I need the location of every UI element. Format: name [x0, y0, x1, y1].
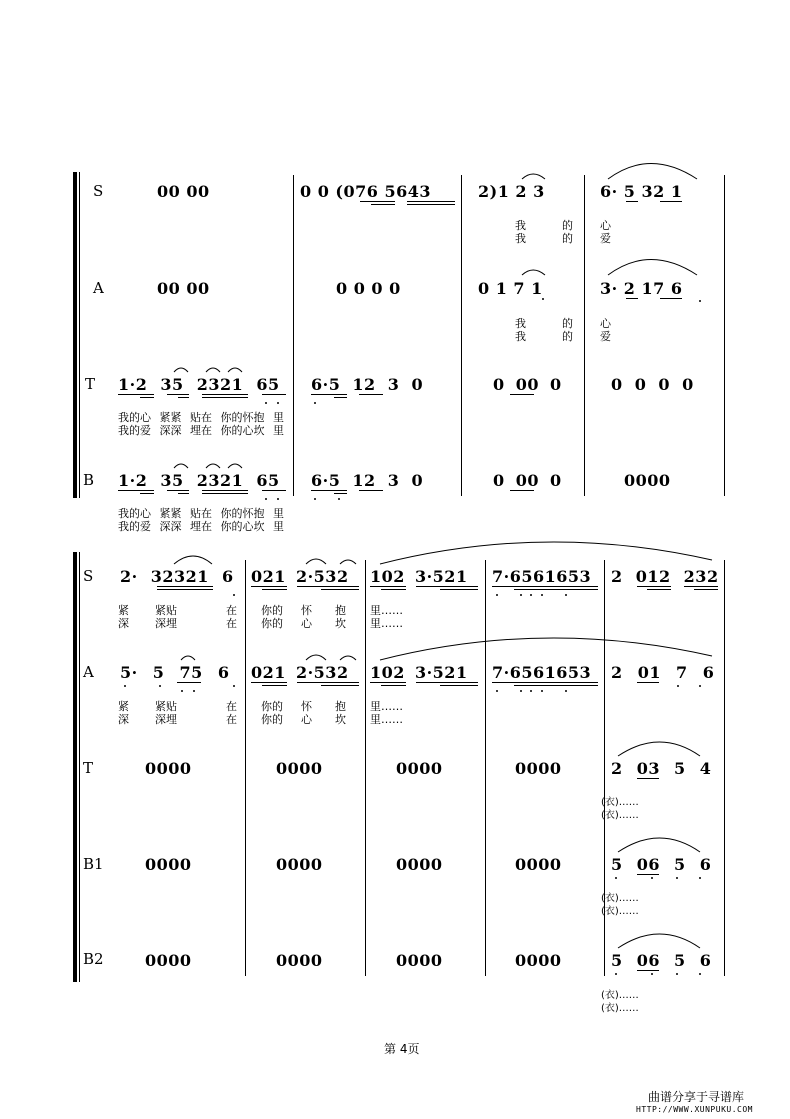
barline	[461, 175, 462, 496]
beam-line	[637, 778, 659, 779]
a2-lyric-a7: 里……	[370, 700, 403, 713]
b1-hum-a: (衣)……	[601, 893, 639, 904]
octave-dot	[314, 402, 316, 404]
b2-hum-a: (衣)……	[601, 990, 639, 1001]
beam-line	[381, 685, 406, 686]
beam-line	[407, 201, 455, 202]
octave-dot	[615, 973, 617, 975]
slur	[522, 174, 545, 179]
octave-dot	[338, 498, 340, 500]
octave-dot	[676, 877, 678, 879]
voice-label-t2: T	[83, 759, 94, 777]
slur	[340, 560, 356, 564]
beam-line	[359, 394, 383, 395]
beam-line	[440, 589, 478, 590]
a2-measure-1: 5· 5 75 6	[120, 663, 230, 682]
b1-rest-1: 0000	[145, 855, 192, 874]
octave-dot	[520, 690, 522, 692]
s2-measure-2: 021 2·532	[251, 567, 349, 586]
beam-line	[262, 394, 286, 395]
b2-rest-4: 0000	[515, 951, 562, 970]
a-lyric-3b: 爱	[600, 330, 611, 343]
beam-line	[694, 589, 718, 590]
beam-line	[637, 586, 671, 587]
slur	[608, 164, 697, 180]
a-lyric-2b: 的	[562, 330, 573, 343]
octave-dot	[265, 402, 267, 404]
a-measure-4: 3· 2 17 6	[600, 279, 683, 298]
octave-dot	[520, 594, 522, 596]
b2-measure-5: 5 06 5 6	[611, 951, 712, 970]
b1-measure-5: 5 06 5 6	[611, 855, 712, 874]
t-measure-2: 6·5 12 3 0	[311, 375, 424, 394]
octave-dot	[159, 685, 161, 687]
barline	[365, 560, 366, 976]
beam-line	[416, 586, 478, 587]
s-lyric-3a: 心	[600, 219, 611, 232]
a2-lyric-b2: 深埋	[155, 713, 177, 726]
s2-lyric-a3: 在	[226, 604, 237, 617]
slur	[174, 464, 188, 468]
slur	[174, 368, 188, 372]
page-number: 第 4页	[384, 1042, 420, 1056]
a2-measure-5: 2 01 7 6	[611, 663, 715, 682]
beam-line	[626, 201, 638, 202]
beam-line	[178, 493, 189, 494]
t-measure-3: 0 00 0	[493, 375, 562, 394]
slur	[618, 934, 700, 948]
octave-dot	[314, 498, 316, 500]
a-lyric-1b: 我	[515, 330, 526, 343]
t2-rest-1: 0000	[145, 759, 192, 778]
b2-rest-2: 0000	[276, 951, 323, 970]
s2-lyric-b2: 深埋	[155, 617, 177, 630]
a2-lyric-b7: 里……	[370, 713, 403, 726]
beam-line	[140, 397, 154, 398]
beam-line	[637, 970, 659, 971]
system-1-brace	[73, 172, 77, 498]
beam-line	[202, 493, 248, 494]
slur	[522, 270, 545, 275]
beam-line	[660, 201, 682, 202]
octave-dot	[541, 594, 543, 596]
barline	[485, 560, 486, 976]
beam-line	[202, 397, 248, 398]
s2-lyric-a4: 你的	[261, 604, 283, 617]
t2-rest-4: 0000	[515, 759, 562, 778]
octave-dot	[541, 690, 543, 692]
b2-rest-1: 0000	[145, 951, 192, 970]
beam-line	[370, 586, 406, 587]
s-lyric-1a: 我	[515, 219, 526, 232]
s2-measure-3: 102 3·521	[370, 567, 468, 586]
voice-label-s2: S	[83, 567, 94, 585]
beam-line	[177, 682, 201, 683]
beam-line	[167, 394, 189, 395]
a2-lyric-a4: 你的	[261, 700, 283, 713]
system-1-left-line	[79, 172, 80, 498]
a-lyric-1a: 我	[515, 317, 526, 330]
beam-line	[492, 586, 598, 587]
voice-label-b: B	[83, 471, 95, 489]
barline-end	[724, 560, 725, 976]
b2-rest-3: 0000	[396, 951, 443, 970]
beam-line	[371, 204, 395, 205]
b1-hum-b: (衣)……	[601, 906, 639, 917]
octave-dot	[530, 690, 532, 692]
octave-dot	[233, 685, 235, 687]
slur	[228, 368, 242, 372]
octave-dot	[496, 594, 498, 596]
beam-line	[251, 586, 287, 587]
a2-lyric-a1: 紧	[118, 700, 129, 713]
beam-line	[321, 589, 359, 590]
s-measure-1: 00 00	[157, 182, 210, 201]
s2-lyric-b3: 在	[226, 617, 237, 630]
t-measure-1: 1·2 35 2321 65	[118, 375, 280, 394]
octave-dot	[565, 690, 567, 692]
beam-line	[311, 394, 347, 395]
s2-lyric-a2: 紧贴	[155, 604, 177, 617]
b-measure-2: 6·5 12 3 0	[311, 471, 424, 490]
b1-rest-3: 0000	[396, 855, 443, 874]
a2-lyric-a5: 怀	[301, 700, 312, 713]
beam-line	[297, 586, 359, 587]
a2-lyric-b4: 你的	[261, 713, 283, 726]
octave-dot	[193, 690, 195, 692]
t2-hum-a: (衣)……	[601, 797, 639, 808]
a-measure-3: 0 1 7 1	[478, 279, 543, 298]
t-lyrics-b: 我的爱 深深 埋在 你的心坎 里	[118, 424, 284, 437]
slur	[618, 838, 700, 852]
beam-line	[381, 589, 406, 590]
beam-line	[510, 394, 534, 395]
beam-line	[321, 685, 359, 686]
b1-rest-2: 0000	[276, 855, 323, 874]
s2-lyric-b7: 里……	[370, 617, 403, 630]
beam-line	[178, 397, 189, 398]
system-2-left-line	[79, 552, 80, 982]
b-measure-4: 0000	[624, 471, 671, 490]
b-lyrics-b: 我的爱 深深 埋在 你的心坎 里	[118, 520, 284, 533]
s2-lyric-b6: 坎	[335, 617, 346, 630]
beam-line	[262, 589, 287, 590]
octave-dot	[277, 402, 279, 404]
a-measure-1: 00 00	[157, 279, 210, 298]
a2-lyric-b6: 坎	[335, 713, 346, 726]
slur	[340, 656, 356, 660]
slur	[206, 464, 220, 468]
beam-line	[334, 397, 347, 398]
b-measure-3: 0 00 0	[493, 471, 562, 490]
beam-line	[334, 493, 347, 494]
a2-measure-4: 7·6561653	[492, 663, 592, 682]
s2-measure-5: 2 012 232	[611, 567, 719, 586]
a2-lyric-a2: 紧贴	[155, 700, 177, 713]
octave-dot	[676, 973, 678, 975]
beam-line	[637, 874, 659, 875]
octave-dot	[124, 685, 126, 687]
a2-measure-2: 021 2·532	[251, 663, 349, 682]
a-lyric-3a: 心	[600, 317, 611, 330]
octave-dot	[277, 498, 279, 500]
beam-line	[157, 586, 213, 587]
octave-dot	[699, 973, 701, 975]
a2-lyric-a6: 抱	[335, 700, 346, 713]
beam-line	[416, 682, 478, 683]
s2-lyric-a1: 紧	[118, 604, 129, 617]
octave-dot	[565, 594, 567, 596]
slur	[306, 559, 326, 564]
octave-dot	[530, 594, 532, 596]
s-lyric-3b: 爱	[600, 232, 611, 245]
s2-lyric-a6: 抱	[335, 604, 346, 617]
beam-line	[251, 682, 287, 683]
slur	[181, 656, 195, 660]
slur	[608, 260, 697, 276]
octave-dot	[651, 877, 653, 879]
s2-measure-1: 2· 32321 6	[120, 567, 234, 586]
slur	[306, 655, 326, 660]
a2-lyric-b5: 心	[301, 713, 312, 726]
octave-dot	[542, 298, 544, 300]
t-measure-4: 0 0 0 0	[611, 375, 694, 394]
voice-label-b2: B2	[83, 950, 104, 968]
beam-line	[510, 490, 534, 491]
beam-line	[140, 493, 154, 494]
voice-label-a: A	[93, 279, 104, 297]
s2-lyric-b1: 深	[118, 617, 129, 630]
octave-dot	[181, 690, 183, 692]
beam-line	[440, 685, 478, 686]
a2-lyric-a3: 在	[226, 700, 237, 713]
watermark-title: 曲谱分享于寻谱库	[648, 1090, 745, 1104]
octave-dot	[265, 498, 267, 500]
t2-measure-5: 2 03 5 4	[611, 759, 712, 778]
voice-label-a2: A	[83, 663, 94, 681]
beam-line	[157, 589, 213, 590]
b1-rest-4: 0000	[515, 855, 562, 874]
octave-dot	[615, 877, 617, 879]
beam-line	[637, 682, 659, 683]
s-measure-3: 2)1 2 3	[478, 182, 545, 201]
beam-line	[262, 490, 286, 491]
b-lyrics-a: 我的心 紧紧 贴在 你的怀抱 里	[118, 507, 284, 520]
system-2-brace	[73, 552, 77, 982]
a-measure-2: 0 0 0 0	[336, 279, 401, 298]
t-lyrics-a: 我的心 紧紧 贴在 你的怀抱 里	[118, 411, 284, 424]
beam-line	[359, 490, 383, 491]
beam-line	[514, 589, 598, 590]
barline-end	[724, 175, 725, 496]
slur	[618, 742, 700, 756]
octave-dot	[699, 300, 701, 302]
a2-lyric-b1: 深	[118, 713, 129, 726]
beam-line	[202, 490, 248, 491]
a-lyric-2a: 的	[562, 317, 573, 330]
watermark-url: HTTP://WWW.XUNPUKU.COM	[636, 1105, 753, 1114]
s2-lyric-a5: 怀	[301, 604, 312, 617]
barline	[245, 560, 246, 976]
s2-lyric-b5: 心	[301, 617, 312, 630]
beam-line	[370, 682, 406, 683]
s-lyric-1b: 我	[515, 232, 526, 245]
beam-line	[311, 490, 347, 491]
a2-measure-3: 102 3·521	[370, 663, 468, 682]
barline	[584, 175, 585, 496]
beam-line	[514, 685, 598, 686]
barline	[293, 175, 294, 496]
beam-line	[684, 586, 718, 587]
octave-dot	[233, 594, 235, 596]
octave-dot	[677, 685, 679, 687]
slur	[228, 464, 242, 468]
beam-line	[647, 589, 671, 590]
voice-label-t: T	[85, 375, 96, 393]
a2-lyric-b3: 在	[226, 713, 237, 726]
t2-rest-2: 0000	[276, 759, 323, 778]
b2-hum-b: (衣)……	[601, 1003, 639, 1014]
beam-line	[492, 682, 598, 683]
beam-line	[407, 204, 455, 205]
slur	[206, 368, 220, 372]
voice-label-s: S	[93, 182, 104, 200]
s-lyric-2b: 的	[562, 232, 573, 245]
beam-line	[360, 201, 395, 202]
beam-line	[626, 298, 638, 299]
beam-line	[118, 490, 154, 491]
s2-lyric-a7: 里……	[370, 604, 403, 617]
beam-line	[262, 685, 287, 686]
beam-line	[118, 394, 154, 395]
b-measure-1: 1·2 35 2321 65	[118, 471, 280, 490]
octave-dot	[699, 685, 701, 687]
beam-line	[202, 394, 248, 395]
t2-rest-3: 0000	[396, 759, 443, 778]
beam-line	[297, 682, 359, 683]
s2-lyric-b4: 你的	[261, 617, 283, 630]
beam-line	[167, 490, 189, 491]
octave-dot	[651, 973, 653, 975]
s-measure-4: 6· 5 32 1	[600, 182, 683, 201]
s-lyric-2a: 的	[562, 219, 573, 232]
octave-dot	[496, 690, 498, 692]
s-measure-2: 0 0 (076 5643	[300, 182, 431, 201]
voice-label-b1: B1	[83, 855, 104, 873]
slur	[380, 542, 712, 564]
s2-measure-4: 7·6561653	[492, 567, 592, 586]
slur	[380, 638, 712, 660]
t2-hum-b: (衣)……	[601, 810, 639, 821]
slur	[174, 556, 212, 564]
octave-dot	[699, 877, 701, 879]
beam-line	[660, 298, 682, 299]
